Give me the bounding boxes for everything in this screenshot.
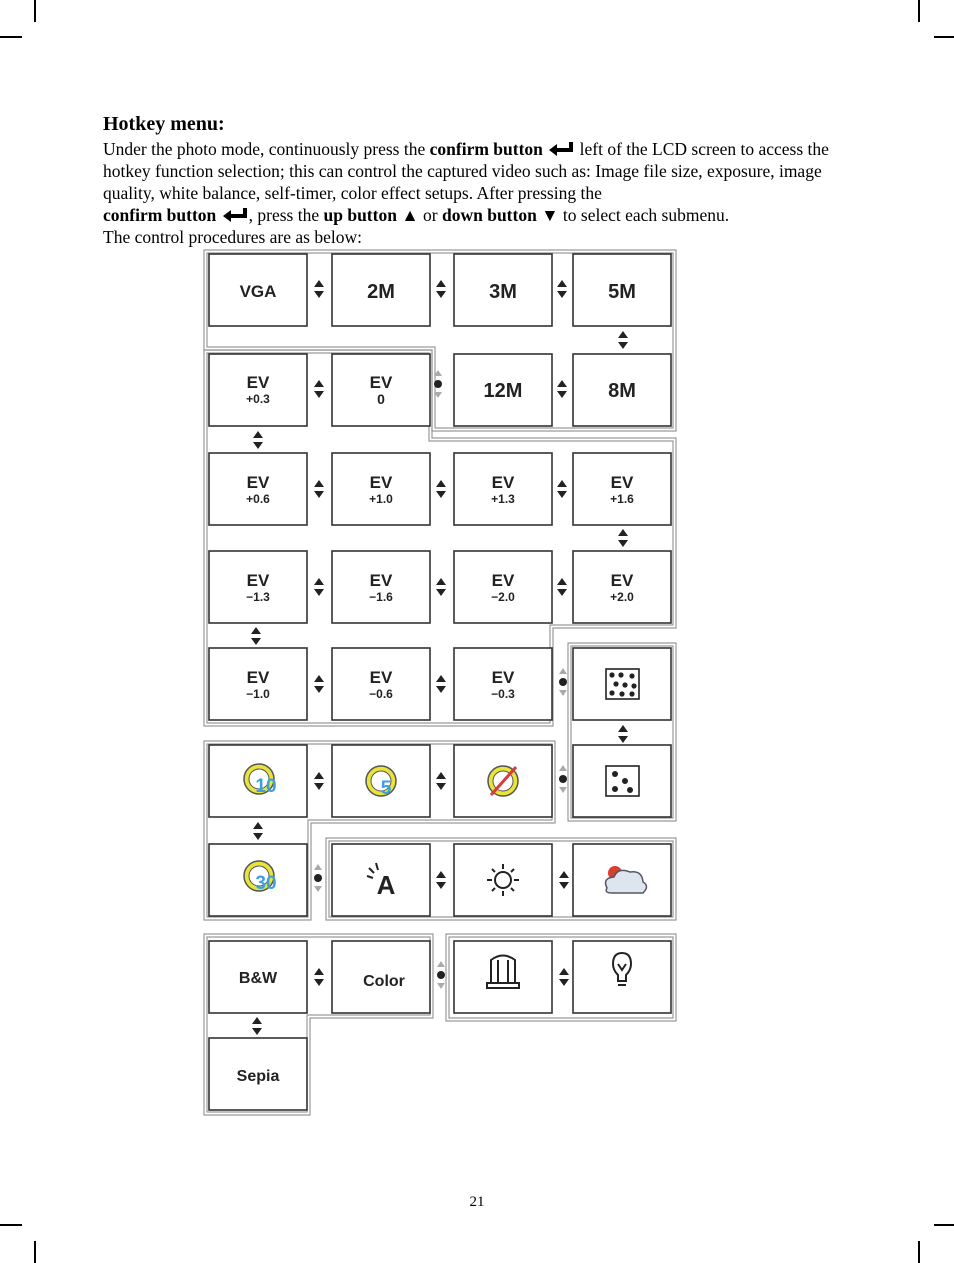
ev-title: EV	[369, 668, 393, 687]
up-down-arrows-icon	[557, 380, 567, 398]
intro-paragraph	[103, 138, 863, 248]
crop-mark	[934, 1224, 954, 1226]
up-down-arrows-icon	[436, 578, 446, 596]
color-label: Color	[363, 973, 405, 990]
up-down-arrows-icon	[557, 480, 567, 498]
ev-title: EV	[491, 473, 515, 492]
ev-value: −1.6	[369, 590, 393, 604]
size-label: 5M	[608, 281, 636, 303]
size-label: 8M	[608, 380, 636, 402]
up-down-arrows-icon	[618, 529, 628, 547]
dot-with-arrows-icon	[434, 370, 442, 398]
confirm-button-term: confirm button	[429, 139, 543, 159]
ev-title: EV	[610, 571, 634, 590]
crop-mark	[918, 1241, 920, 1263]
up-down-arrows-icon	[314, 380, 324, 398]
up-down-arrows-icon	[253, 431, 263, 449]
intro-text: Under the photo mode, continuously press the confirm button left of the LCD screen to access the hotkey function selection; this can control the captured video such as: Image file size, exposure, image quality, white balance, self-timer, color effect setups. After pressing the confirm button , press the up button ▲ or down button ▼ to select each submenu.	[103, 139, 829, 225]
up-down-arrows-icon	[251, 627, 261, 645]
ev-title: EV	[369, 571, 393, 590]
ev-title: EV	[491, 668, 515, 687]
up-down-arrows-icon	[559, 871, 569, 889]
crop-mark	[918, 0, 920, 22]
auto-wb-label: A	[376, 870, 396, 900]
ev-value: +1.0	[369, 492, 393, 506]
crop-mark	[34, 0, 36, 22]
up-down-arrows-icon	[559, 968, 569, 986]
enter-arrow-icon	[547, 141, 575, 157]
ev-value: −1.0	[246, 687, 270, 701]
crop-mark	[34, 1241, 36, 1263]
up-down-arrows-icon	[253, 822, 263, 840]
screen-wb-fluorescent	[454, 941, 552, 1013]
confirm-button-term: confirm button	[103, 205, 217, 225]
up-down-arrows-icon	[618, 725, 628, 743]
dot-with-arrows-icon	[314, 864, 322, 892]
ev-value: −0.3	[491, 687, 515, 701]
ev-title: EV	[369, 473, 393, 492]
ev-title: EV	[246, 571, 270, 590]
down-button-term: down button	[441, 205, 537, 225]
size-label: 2M	[367, 281, 395, 303]
ev-value: 0	[377, 391, 385, 407]
dot-with-arrows-icon	[559, 668, 567, 696]
up-down-arrows-icon	[314, 280, 324, 298]
ev-title: EV	[246, 473, 270, 492]
ev-value: −2.0	[491, 590, 515, 604]
up-down-arrows-icon	[436, 280, 446, 298]
ev-value: +1.3	[491, 492, 515, 506]
enter-arrow-icon	[221, 207, 249, 223]
ev-title: EV	[369, 373, 393, 392]
screen-wb-daylight	[454, 844, 552, 916]
ev-value: +2.0	[610, 590, 634, 604]
section-heading: Hotkey menu:	[103, 113, 225, 135]
timer-label: 10	[255, 776, 277, 797]
up-button-term: up button	[323, 205, 397, 225]
page-number: 21	[469, 1194, 485, 1210]
ev-value: +0.6	[246, 492, 270, 506]
self-timer-off-icon	[488, 766, 518, 796]
up-down-arrows-icon	[436, 871, 446, 889]
ev-value: −1.3	[246, 590, 270, 604]
crop-mark	[0, 36, 22, 38]
up-down-arrows-icon	[314, 772, 324, 790]
size-label: VGA	[239, 282, 277, 301]
up-down-arrows-icon	[314, 480, 324, 498]
ev-title: EV	[610, 473, 634, 492]
dot-with-arrows-icon	[437, 961, 445, 989]
up-down-arrows-icon	[436, 675, 446, 693]
screen-quality-fine	[573, 648, 671, 720]
size-label: 3M	[489, 281, 517, 303]
ev-title: EV	[246, 373, 270, 392]
up-down-arrows-icon	[252, 1017, 262, 1035]
ev-title: EV	[491, 571, 515, 590]
up-down-arrows-icon	[314, 675, 324, 693]
up-down-arrows-icon	[618, 331, 628, 349]
intro-line-2: The control procedures are as below:	[103, 227, 362, 247]
dot-with-arrows-icon	[559, 765, 567, 793]
crop-mark	[0, 1224, 22, 1226]
timer-label: 30	[255, 873, 277, 894]
screen-wb-incandescent	[573, 941, 671, 1013]
up-down-arrows-icon	[436, 480, 446, 498]
timer-label: 5	[380, 778, 392, 799]
up-down-arrows-icon	[557, 578, 567, 596]
ev-value: +0.3	[246, 392, 270, 406]
size-label: 12M	[483, 380, 523, 402]
ev-value: +1.6	[610, 492, 634, 506]
hotkey-menu-diagram	[200, 248, 680, 1118]
crop-mark	[934, 36, 954, 38]
ev-value: −0.6	[369, 687, 393, 701]
up-down-arrows-icon	[314, 968, 324, 986]
color-label: B&W	[238, 970, 278, 987]
up-down-arrows-icon	[436, 772, 446, 790]
up-down-arrows-icon	[314, 578, 324, 596]
color-label: Sepia	[236, 1068, 280, 1085]
up-down-arrows-icon	[557, 280, 567, 298]
ev-title: EV	[246, 668, 270, 687]
